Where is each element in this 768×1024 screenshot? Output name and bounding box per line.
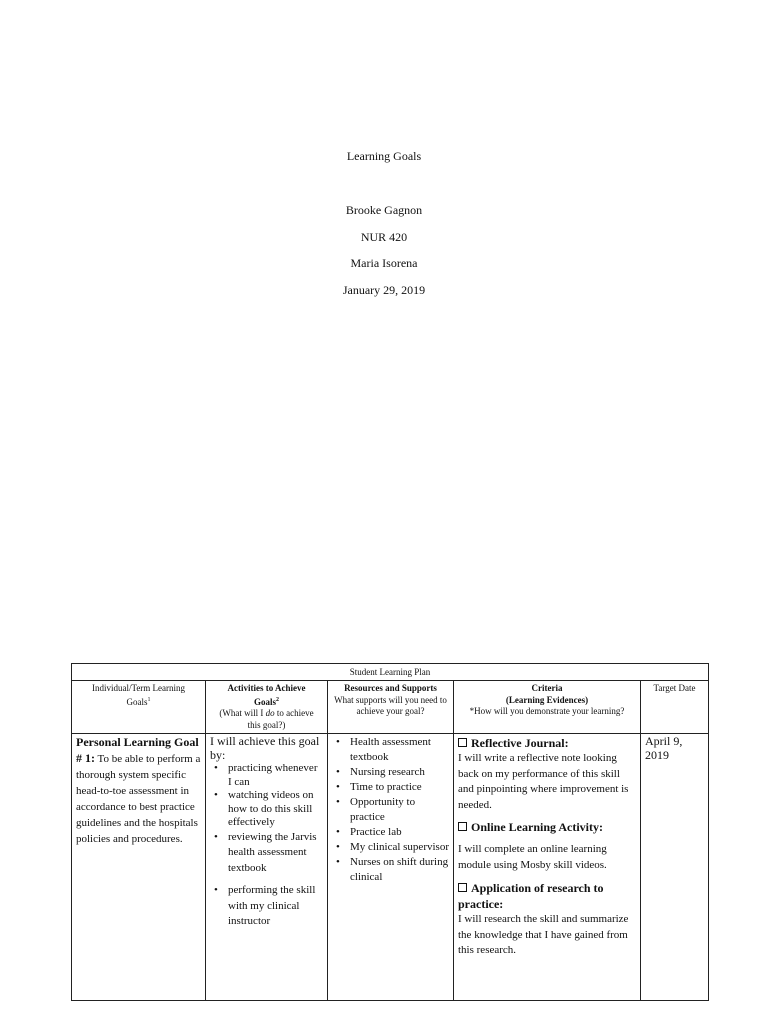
header-activities-title: Activities to Achieve Goals bbox=[227, 683, 306, 707]
criterion-title: Reflective Journal: bbox=[471, 736, 569, 750]
resources-list bbox=[332, 735, 449, 885]
course-code: NUR 420 bbox=[360, 230, 408, 244]
activities-list bbox=[210, 762, 323, 930]
criterion-text: I will complete an online learning module using Mosby skill videos. bbox=[458, 843, 607, 871]
checkbox-icon bbox=[458, 883, 467, 892]
header-activities bbox=[206, 681, 327, 733]
goal-cell bbox=[72, 733, 205, 1000]
list-item: • Time to practice bbox=[350, 780, 449, 795]
header-goals-label: Individual/Term Learning Goals bbox=[91, 683, 186, 707]
list-item: • Health assessment textbook bbox=[350, 735, 449, 765]
table-caption: Student Learning Plan bbox=[72, 664, 708, 681]
submission-date: January 29, 2019 bbox=[342, 283, 426, 297]
list-item: • performing the skill with my clinical instructor bbox=[228, 883, 323, 930]
footnote-marker: 2 bbox=[276, 696, 279, 703]
author-name: Brooke Gagnon bbox=[345, 203, 423, 217]
header-activities-sub: (What will I bbox=[219, 708, 266, 718]
criterion-text: I will research the skill and summarize the knowledge that I have gained from this research. bbox=[458, 913, 629, 956]
header-activities-emphasis: do bbox=[265, 708, 275, 718]
target-date-cell: April 9, 2019 bbox=[645, 734, 683, 762]
header-resources-title: Resources and Supports bbox=[344, 683, 437, 693]
header-criteria-subtitle: (Learning Evidences) bbox=[505, 694, 589, 705]
header-criteria-sub: *How will you demonstrate your learning? bbox=[469, 706, 625, 716]
footnote-marker: 1 bbox=[147, 696, 151, 703]
header-target-date: Target Date bbox=[653, 683, 696, 693]
list-item: • watching videos on how to do this skill effectively bbox=[228, 789, 323, 830]
header-resources-sub: What supports will you need to achieve your goal? bbox=[334, 694, 447, 716]
list-item: • practicing whenever I can bbox=[228, 762, 323, 789]
list-item: • My clinical supervisor bbox=[350, 840, 449, 855]
document-title: Learning Goals bbox=[346, 149, 422, 163]
header-activities-sub-end: to achieve this goal?) bbox=[247, 708, 314, 730]
list-item: • Practice lab bbox=[350, 825, 449, 840]
header-resources bbox=[328, 681, 453, 733]
header-criteria-title: Criteria bbox=[531, 683, 563, 693]
criteria-cell bbox=[454, 733, 640, 1000]
activities-cell bbox=[206, 733, 327, 1000]
checkbox-icon bbox=[458, 822, 467, 831]
activities-intro: I will achieve this goal by: bbox=[210, 734, 320, 762]
header-criteria bbox=[454, 681, 640, 733]
criterion-reflective bbox=[458, 736, 636, 813]
criterion-research bbox=[458, 880, 636, 959]
criterion-title: Application of research to practice: bbox=[458, 881, 604, 911]
header-goals bbox=[72, 681, 205, 733]
criterion-title: Online Learning Activity: bbox=[471, 820, 603, 834]
list-item: • reviewing the Jarvis health assessment textbook bbox=[228, 830, 323, 877]
checkbox-icon bbox=[458, 738, 467, 747]
goal-label: Personal Learning Goal # 1: bbox=[76, 735, 199, 765]
learning-plan-table bbox=[71, 663, 709, 1001]
list-item: • Opportunity to practice bbox=[350, 795, 449, 825]
criterion-text: I will write a reflective note looking back on my performance of this skill and pinpointing where improvement is needed. bbox=[458, 752, 629, 811]
list-item: • Nursing research bbox=[350, 765, 449, 780]
instructor-name: Maria Isorena bbox=[350, 256, 418, 270]
resources-cell bbox=[328, 733, 453, 1000]
goal-text: To be able to perform a thorough system specific head-to-toe assessment in accordance to best practice guidelines and the hospitals policies and procedures. bbox=[76, 752, 201, 845]
criterion-online bbox=[458, 820, 636, 873]
list-item: • Nurses on shift during clinical bbox=[350, 855, 449, 885]
